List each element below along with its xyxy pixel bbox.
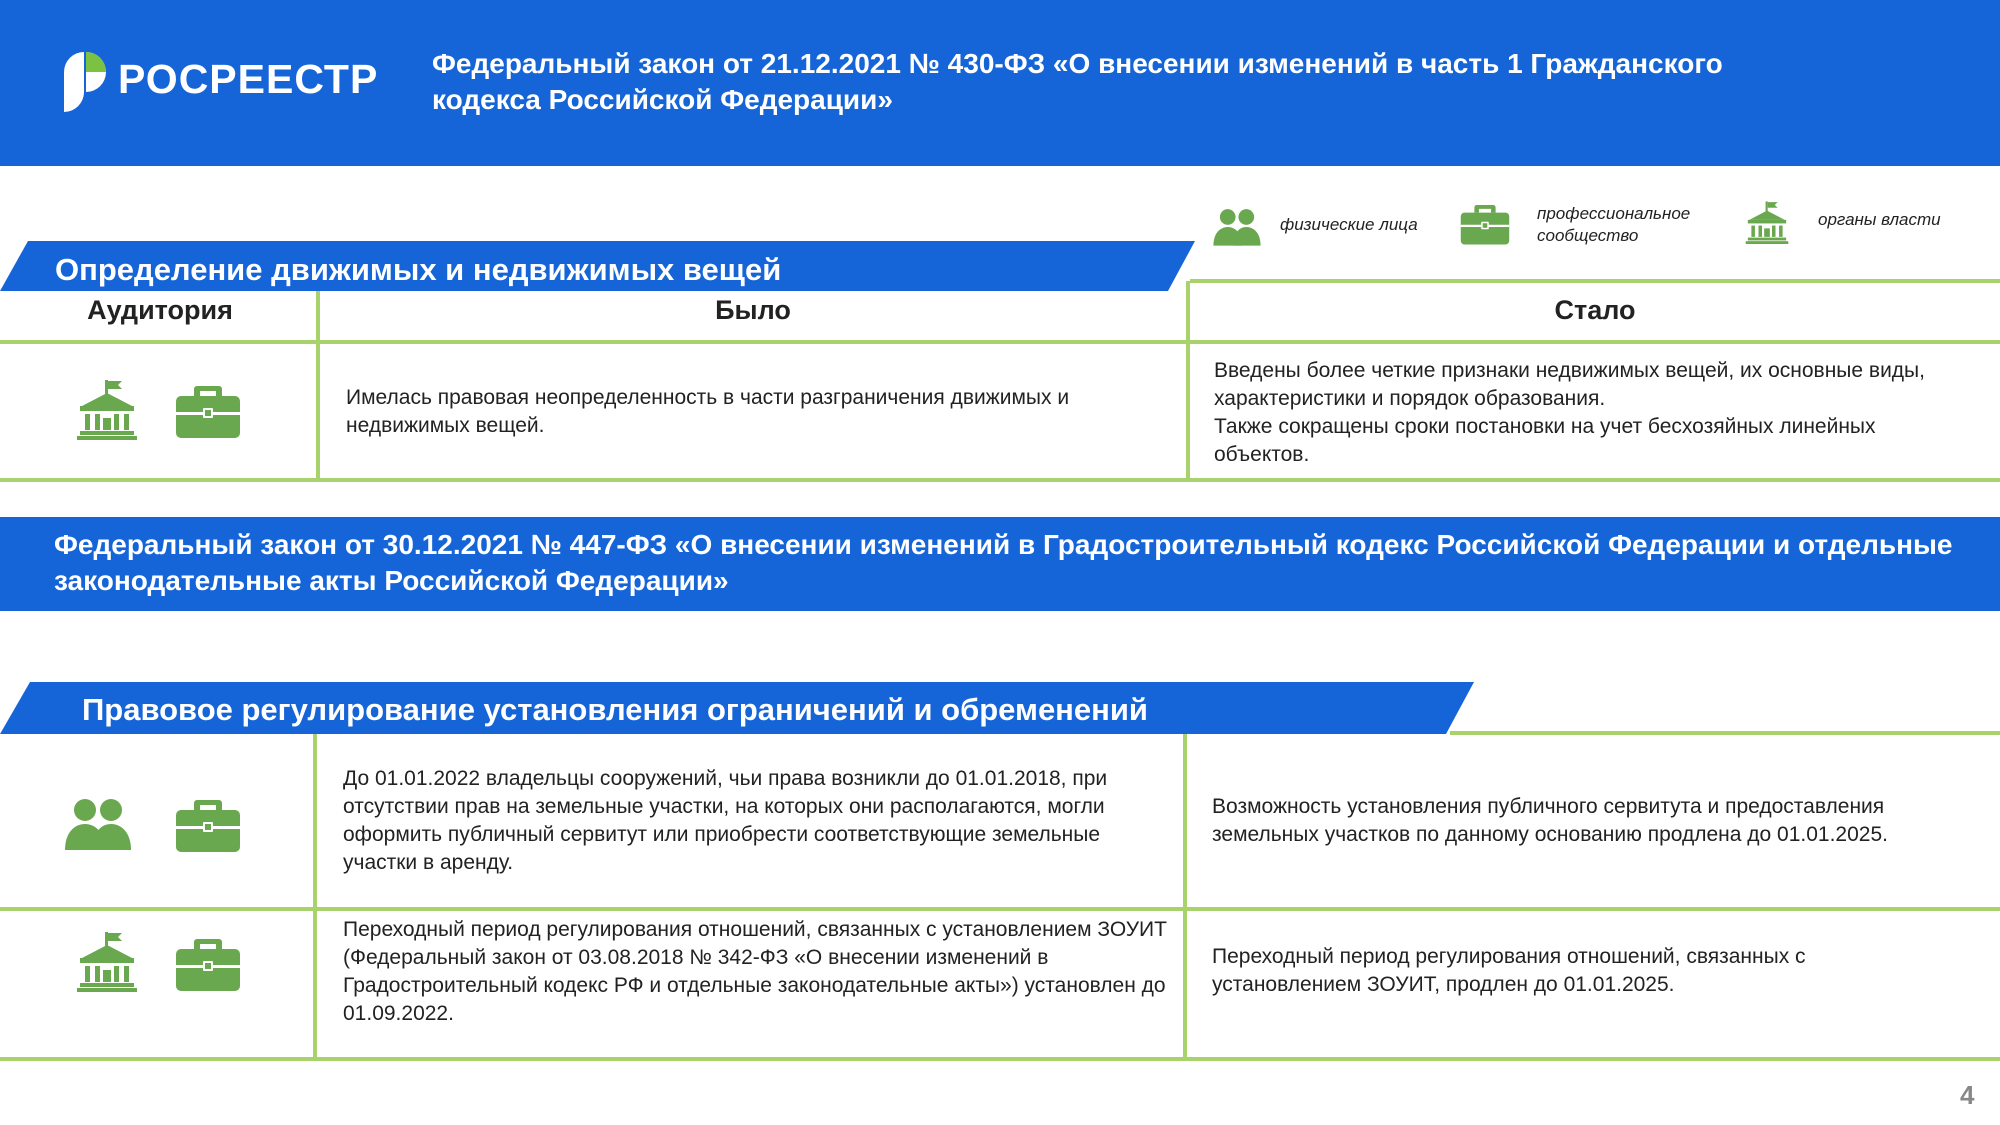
section2-row1-was-text: До 01.01.2022 владельцы сооружений, чьи права возникли до 01.01.2018, при отсутствии прав на земельные участки, на которых они располагаются, могли оформить публичный сервитут или приобрести соответствующие земельные участки в аренду. (343, 767, 1108, 874)
table2-top-line-right (1450, 731, 2000, 735)
header-title: Федеральный закон от 21.12.2021 № 430-ФЗ «О внесении изменений в часть 1 Гражданского кодекса Российской Федерации» (432, 48, 1723, 115)
column-header-became: Стало (1554, 295, 1636, 325)
people-icon (1212, 205, 1262, 249)
briefcase-icon (175, 796, 241, 854)
table2-divider-2 (1183, 734, 1187, 1061)
law2-title: Федеральный закон от 30.12.2021 № 447-ФЗ «О внесении изменений в Градостроительный кодекс Российской Федерации и отдельные законодательные акты Российской Федерации» (54, 529, 1953, 596)
column-header-was: Было (715, 295, 791, 325)
briefcase-icon (175, 935, 241, 993)
government-building-icon (76, 378, 138, 440)
section2-row1-became-text: Возможность установления публичного сервитута и предоставления земельных участков по данному основанию продлена до 01.01.2025. (1212, 795, 1888, 846)
column-header-audience: Аудитория (87, 295, 233, 325)
table2-middle-line (0, 907, 2000, 911)
logo-icon (58, 48, 108, 120)
table1-top-line-right (1190, 279, 2000, 283)
government-building-icon (76, 930, 138, 992)
people-icon (63, 796, 133, 852)
briefcase-icon (1460, 202, 1510, 246)
government-building-icon (1742, 200, 1792, 244)
section1-became-text (1214, 357, 1974, 469)
section2-row2-became-text: Переходный период регулирования отношений, связанных с установлением ЗОУИТ, продлен до 01.01.2025. (1212, 945, 1806, 996)
section1-title: Определение движимых и недвижимых вещей (55, 252, 782, 287)
table2-divider-1 (313, 734, 317, 1061)
table1-bottom-line (0, 478, 2000, 482)
section2-row2-was-text: Переходный период регулирования отношений, связанных с установлением ЗОУИТ (Федеральный закон от 03.08.2018 № 342-ФЗ «О внесении изменений в Градостроительный кодекс РФ и отдельные законодательные акты») установлен до 01.09.2022. (343, 918, 1167, 1025)
table2-bottom-line (0, 1057, 2000, 1061)
legend-professional: профессиональное сообщество (1537, 204, 1691, 245)
section2-title: Правовое регулирование установления ограничений и обременений (82, 692, 1148, 727)
briefcase-icon (175, 382, 241, 440)
brand-name: РОСРЕЕСТР (118, 56, 379, 102)
section1-became-line-2: Также сокращены сроки постановки на учет бесхозяйных линейных объектов. (1214, 415, 1876, 466)
section1-became-line-1: Введены более четкие признаки недвижимых вещей, их основные виды, характеристики и порядок образования. (1214, 359, 1925, 410)
page-number: 4 (1960, 1080, 1975, 1110)
table1-header-line (0, 340, 2000, 344)
section1-was-text: Имелась правовая неопределенность в части разграничения движимых и недвижимых вещей. (346, 386, 1070, 437)
legend-individuals: физические лица (1280, 215, 1418, 234)
legend-authorities: органы власти (1818, 210, 1941, 229)
